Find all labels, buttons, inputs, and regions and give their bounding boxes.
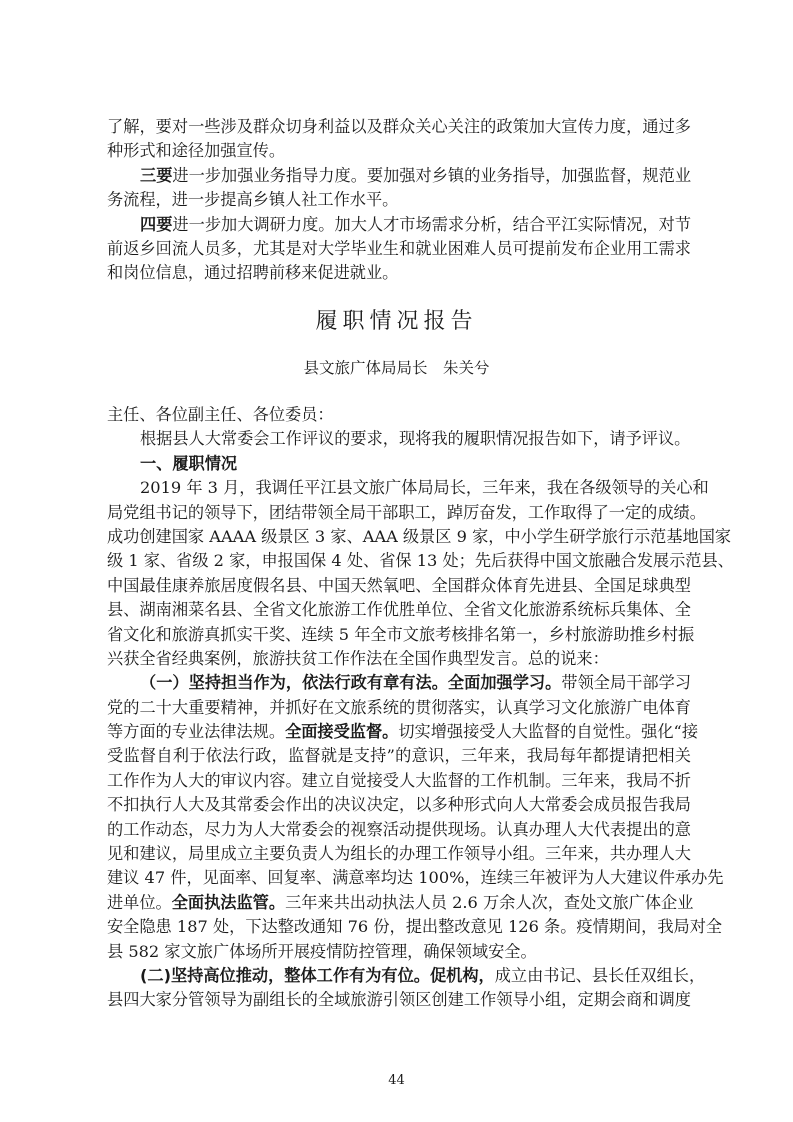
report-body bbox=[107, 403, 734, 1013]
text-segment: 种形式和途径加强宣传。 bbox=[107, 141, 286, 161]
text-segment: 县、湖南湘菜名县、全省文化旅游工作优胜单位、全省文化旅游系统标兵集体、全 bbox=[107, 600, 691, 620]
text-line bbox=[107, 793, 691, 817]
text-line bbox=[107, 842, 691, 866]
text-segment: 级 1 家、省级 2 家，申报国保 4 处、省保 13 处；先后获得中国文旅融合发展示范县、 bbox=[107, 551, 734, 571]
text-segment: 安全隐患 187 处，下达整改通知 76 份，提出整改意见 126 条。疫情期间，我局对全 bbox=[107, 917, 723, 937]
text-segment: 和岗位信息，通过招聘前移来促进就业。 bbox=[107, 263, 399, 283]
text-line bbox=[107, 452, 691, 476]
text-segment: 建议 47 件，见面率、回复率、满意率均达 100%，连续三年被评为人大建议件承办先 bbox=[107, 868, 724, 888]
report-author: 县文旅广体局局长 朱关兮 bbox=[303, 359, 490, 377]
text-segment: 2019 年 3 月，我调任平江县文旅广体局局长，三年来，我在各级领导的关心和 bbox=[140, 478, 709, 498]
text-segment: 党的二十大重要精神，并抓好在文旅系统的贯彻落实，认真学习文化旅游广电体育 bbox=[107, 697, 691, 717]
text-segment: 进一步加大调研力度。加大人才市场需求分析，结合平江实际情况，对节 bbox=[172, 214, 692, 234]
bold-text: 四要 bbox=[140, 214, 173, 234]
text-segment: 根据县人大常委会工作评议的要求，现将我的履职情况报告如下，请予评议。 bbox=[140, 429, 691, 449]
text-line bbox=[107, 403, 691, 427]
text-line bbox=[107, 940, 691, 964]
text-segment: 等方面的专业法律法规。 bbox=[107, 722, 286, 742]
text-line bbox=[107, 818, 691, 842]
text-line bbox=[107, 427, 691, 451]
text-segment: 成立由书记、县长任双组长， bbox=[494, 965, 706, 985]
text-segment: 进一步加强业务指导力度。要加强对乡镇的业务指导，加强监督，规范业 bbox=[172, 165, 692, 185]
text-segment: 切实增强接受人大监督的自觉性。强化“接 bbox=[398, 722, 699, 742]
text-line bbox=[107, 915, 723, 939]
text-line bbox=[107, 139, 691, 163]
text-segment: 进单位。 bbox=[107, 892, 172, 912]
text-line bbox=[107, 574, 691, 598]
text-line bbox=[107, 261, 691, 285]
text-segment: 工作作为人大的审议内容。建立自觉接受人大监督的工作机制。三年来，我局不折 bbox=[107, 770, 691, 790]
text-line bbox=[107, 744, 691, 768]
text-line bbox=[107, 769, 691, 793]
text-line bbox=[107, 988, 691, 1012]
text-segment: 局党组书记的领导下，团结带领全局干部职工，踔厉奋发，工作取得了一定的成绩。 bbox=[107, 502, 706, 522]
text-line bbox=[107, 623, 695, 647]
text-segment: 受监督自利于依法行政，监督就是支持”的意识，三年来，我局每年都提请把相关 bbox=[107, 746, 691, 766]
text-line bbox=[107, 598, 691, 622]
bold-text: 一、履职情况 bbox=[140, 453, 238, 473]
bold-text: 全面执法监管。 bbox=[171, 892, 286, 912]
text-line bbox=[107, 237, 691, 261]
bold-text: (二)坚持高位推动，整体工作有为有位。促机构， bbox=[140, 965, 495, 985]
text-segment: 不扣执行人大及其常委会作出的决议决定，以多种形式向人大常委会成员报告我局 bbox=[107, 795, 691, 815]
text-segment: 兴获全省经典案例，旅游扶贫工作作法在全国作典型发言。总的说来： bbox=[107, 648, 609, 668]
text-segment: 中国最佳康养旅居度假名县、中国天然氧吧、全国群众体育先进县、全国足球典型 bbox=[107, 575, 691, 595]
text-segment: 了解，要对一些涉及群众切身利益以及群众关心关注的政策加大宣传力度，通过多 bbox=[107, 117, 691, 136]
text-segment: 的工作动态，尽力为人大常委会的视察活动提供现场。认真办理人大代表提出的意 bbox=[107, 819, 691, 839]
page-number: 44 bbox=[388, 1073, 405, 1088]
bold-text: （一）坚持担当作为，依法行政有章有法。全面加强学习。 bbox=[140, 673, 562, 693]
text-line bbox=[107, 501, 706, 525]
text-line bbox=[107, 671, 691, 695]
text-line bbox=[107, 866, 724, 890]
text-segment: 带领全局干部学习 bbox=[561, 673, 692, 693]
text-line bbox=[107, 720, 699, 744]
text-line bbox=[107, 115, 691, 139]
bold-text: 三要 bbox=[140, 165, 173, 185]
text-line bbox=[107, 549, 734, 573]
text-segment: 县 582 家文旅广体场所开展疫情防控管理，确保领域安全。 bbox=[107, 941, 537, 961]
text-line bbox=[107, 696, 691, 720]
text-segment: 县四大家分管领导为副组长的全域旅游引领区创建工作领导小组，定期会商和调度 bbox=[107, 990, 691, 1010]
text-line bbox=[107, 188, 691, 212]
report-title: 履职情况报告 bbox=[315, 309, 478, 334]
text-segment: 三年来共出动执法人员 2.6 万余人次，查处文旅广体企业 bbox=[285, 892, 694, 912]
text-segment: 成功创建国家 AAAA 级景区 3 家、AAA 级景区 9 家，中小学生研学旅行示范基地国家 bbox=[107, 526, 732, 546]
text-line bbox=[107, 164, 691, 188]
text-segment: 务流程，进一步提高乡镇人社工作水平。 bbox=[107, 190, 399, 210]
text-line bbox=[107, 525, 732, 549]
text-line bbox=[107, 891, 694, 915]
intro-paragraphs bbox=[107, 115, 691, 286]
text-segment: 前返乡回流人员多，尤其是对大学毕业生和就业困难人员可提前发布企业用工需求 bbox=[107, 238, 691, 258]
text-segment: 省文化和旅游真抓实干奖、连续 5 年全市文旅考核排名第一，乡村旅游助推乡村振 bbox=[107, 624, 695, 644]
bold-text: 全面接受监督。 bbox=[285, 722, 399, 742]
text-line bbox=[107, 476, 709, 500]
text-line bbox=[107, 647, 691, 671]
text-segment: 见和建议，局里成立主要负责人为组长的办理工作领导小组。三年来，共办理人大 bbox=[107, 844, 691, 864]
text-line bbox=[107, 964, 706, 988]
text-line bbox=[107, 213, 691, 237]
text-segment: 主任、各位副主任、各位委员： bbox=[107, 405, 334, 424]
